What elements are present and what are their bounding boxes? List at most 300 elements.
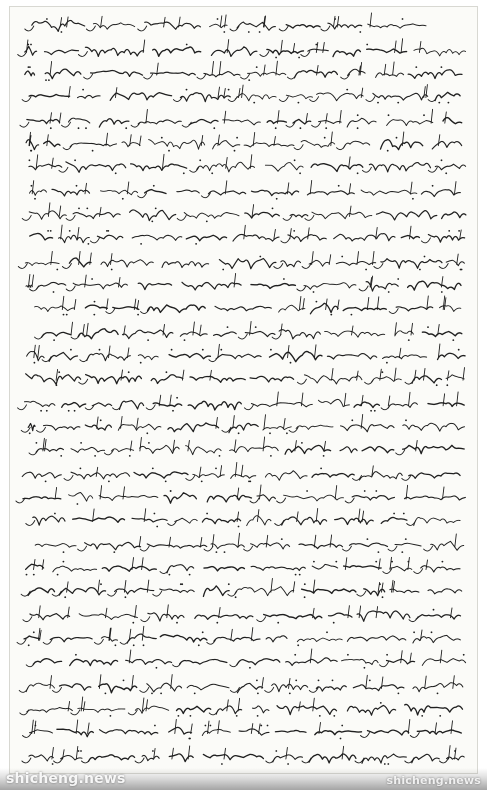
letter-dot (365, 269, 367, 271)
handwritten-word (138, 120, 181, 124)
letter-stroke (84, 74, 93, 79)
manuscript-line (23, 605, 461, 624)
letter-stroke (367, 297, 369, 309)
letter-stroke (167, 605, 169, 618)
letter-dot (217, 18, 219, 20)
letter-dot (458, 349, 460, 351)
handwritten-word (175, 518, 198, 523)
letter-stroke (233, 416, 235, 429)
letter-dot (143, 644, 145, 646)
letter-stroke (35, 334, 44, 339)
letter-stroke (421, 238, 430, 243)
letter-dot (367, 538, 369, 540)
handwritten-word (417, 730, 461, 734)
handwritten-word (187, 684, 229, 690)
letter-dot (412, 198, 414, 200)
handwritten-word (431, 541, 464, 550)
letter-stroke (455, 182, 457, 194)
letter-stroke (277, 498, 286, 503)
handwritten-word (99, 119, 129, 127)
letter-dot (267, 725, 269, 727)
letter-dot (357, 114, 359, 116)
manuscript-line (25, 61, 462, 81)
letter-stroke (26, 521, 35, 526)
letter-dot (315, 44, 317, 46)
letter-dot (99, 349, 101, 351)
letter-dot (140, 243, 142, 245)
letter-dot (391, 561, 393, 563)
manuscript-line (17, 626, 460, 646)
letter-stroke (153, 591, 162, 596)
handwritten-word (310, 303, 338, 314)
handwritten-word (343, 308, 386, 311)
handwritten-word (387, 120, 433, 126)
letter-dot (53, 339, 55, 341)
letter-dot (405, 538, 407, 540)
letter-stroke (259, 724, 261, 734)
handwritten-word (422, 659, 465, 666)
letter-stroke (260, 485, 262, 499)
letter-stroke (455, 534, 457, 547)
letter-dot (132, 622, 134, 624)
handwritten-word (182, 282, 241, 290)
letter-stroke (170, 395, 172, 406)
letter-dot (57, 574, 59, 576)
letter-stroke (329, 255, 331, 265)
letter-dot (156, 526, 158, 528)
letter-stroke (160, 569, 169, 574)
letter-stroke (34, 721, 36, 733)
handwritten-word (149, 140, 205, 150)
handwritten-word (168, 423, 219, 432)
letter-stroke (22, 758, 31, 763)
handwritten-word (361, 190, 417, 195)
letter-stroke (244, 405, 253, 410)
letter-stroke (140, 546, 149, 551)
letter-stroke (435, 723, 437, 734)
letter-dot (333, 715, 335, 717)
letter-stroke (210, 370, 212, 380)
letter-dot (28, 644, 30, 646)
handwritten-word (123, 330, 173, 339)
letter-dot (33, 631, 35, 633)
handwritten-word (395, 543, 421, 546)
letter-stroke (128, 710, 137, 715)
letter-dot (335, 561, 337, 563)
letter-dot (147, 339, 149, 341)
watermark-right: shicheng.news (386, 774, 481, 787)
handwritten-word (37, 282, 66, 289)
letter-dot (295, 574, 297, 576)
letter-stroke (334, 16, 336, 27)
letter-stroke (23, 733, 32, 738)
handwritten-word (30, 614, 70, 620)
handwritten-word (70, 659, 118, 665)
handwritten-word (414, 517, 460, 525)
handwritten-word (202, 729, 230, 735)
letter-stroke (443, 394, 445, 406)
letter-dot (364, 667, 366, 669)
handwritten-word (247, 516, 271, 526)
handwritten-word (312, 212, 372, 219)
letter-stroke (123, 487, 125, 499)
letter-dot (166, 371, 168, 373)
letter-stroke (314, 535, 316, 547)
letter-dot (222, 269, 224, 271)
letter-stroke (332, 368, 334, 380)
handwritten-word (25, 401, 55, 406)
manuscript-line (21, 414, 464, 434)
letter-stroke (61, 225, 63, 239)
letter-stroke (266, 535, 268, 547)
letter-dot (151, 693, 153, 695)
letter-dot (199, 159, 201, 161)
letter-stroke (135, 605, 137, 617)
letter-dot (152, 750, 154, 752)
handwritten-word (223, 120, 261, 125)
footer-bar (0, 768, 487, 790)
letter-stroke (395, 368, 397, 380)
letter-dot (107, 230, 109, 232)
handwritten-word (273, 755, 303, 762)
letter-stroke (48, 203, 50, 217)
letter-dot (78, 127, 80, 129)
handwritten-word (160, 635, 207, 642)
letter-stroke (37, 427, 46, 432)
letter-dot (313, 291, 315, 293)
letter-stroke (140, 438, 142, 451)
handwritten-word (44, 141, 60, 146)
letter-dot (253, 102, 255, 104)
letter-dot (382, 596, 384, 598)
handwritten-word (286, 95, 312, 99)
letter-dot (259, 256, 261, 258)
handwritten-word (428, 589, 462, 594)
letter-dot (63, 561, 65, 563)
letter-dot (26, 574, 28, 576)
handwritten-word (138, 355, 158, 360)
letter-dot (441, 291, 443, 293)
handwritten-word (317, 93, 364, 101)
letter-stroke (53, 687, 62, 692)
letter-dot (248, 79, 250, 81)
letter-stroke (401, 39, 403, 53)
letter-stroke (224, 748, 226, 759)
letter-stroke (193, 322, 195, 335)
letter-dot (205, 725, 207, 727)
handwritten-word (92, 403, 112, 407)
handwritten-word (27, 119, 60, 123)
handwritten-word (275, 730, 306, 732)
letter-dot (93, 314, 95, 316)
letter-dot (275, 750, 277, 752)
letter-dot (294, 654, 296, 656)
letter-dot (154, 725, 156, 727)
letter-dot (183, 172, 185, 174)
handwritten-word (435, 92, 460, 100)
letter-dot (151, 221, 153, 223)
handwritten-word (32, 20, 85, 31)
handwritten-word (353, 685, 404, 691)
handwritten-word (408, 70, 462, 79)
handwritten-word (231, 474, 256, 478)
handwritten-word (211, 47, 257, 57)
letter-dot (27, 44, 29, 46)
letter-dot (224, 551, 226, 553)
letter-stroke (424, 546, 433, 551)
letter-dot (201, 481, 203, 483)
handwritten-word (368, 730, 409, 735)
handwritten-word (138, 283, 171, 290)
letter-dot (377, 102, 379, 104)
handwritten-word (403, 423, 465, 431)
handwritten-word (203, 754, 263, 759)
letter-stroke (238, 533, 240, 547)
letter-stroke (401, 651, 403, 663)
letter-stroke (274, 264, 283, 269)
letter-stroke (197, 74, 206, 79)
letter-stroke (396, 450, 405, 455)
letter-dot (461, 269, 463, 271)
letter-dot (29, 159, 31, 161)
handwritten-word (390, 589, 419, 593)
letter-dot (170, 490, 172, 492)
letter-dot (195, 243, 197, 245)
letter-stroke (299, 702, 301, 711)
letter-dot (86, 208, 88, 210)
handwritten-word (85, 542, 141, 550)
letter-dot (319, 715, 321, 717)
handwritten-word (352, 496, 394, 500)
letter-stroke (163, 154, 165, 168)
letter-dot (297, 644, 299, 646)
handwritten-word (132, 518, 167, 522)
letter-stroke (365, 379, 374, 384)
manuscript-line (26, 509, 460, 528)
handwritten-word (91, 71, 143, 77)
handwritten-word (97, 235, 122, 239)
manuscript-line (25, 13, 426, 33)
handwritten-word (405, 496, 466, 500)
letter-stroke (288, 345, 290, 357)
letter-stroke (361, 88, 363, 98)
letter-dot (40, 410, 42, 412)
letter-stroke (410, 733, 419, 738)
letter-stroke (209, 357, 218, 362)
letter-dot (338, 185, 340, 187)
letter-dot (320, 468, 322, 470)
handwritten-word (148, 305, 206, 313)
handwritten-word (383, 355, 427, 359)
letter-dot (156, 667, 158, 669)
letter-dot (369, 680, 371, 682)
letter-dot (375, 490, 377, 492)
handwritten-word (89, 755, 135, 762)
letter-dot (74, 159, 76, 161)
letter-stroke (175, 720, 177, 734)
letter-stroke (312, 122, 321, 127)
letter-stroke (32, 275, 34, 287)
letter-stroke (416, 441, 418, 451)
letter-stroke (218, 344, 220, 357)
letter-stroke (59, 206, 61, 216)
letter-dot (128, 371, 130, 373)
handwritten-word (253, 706, 269, 713)
letter-stroke (224, 111, 226, 123)
handwritten-word (381, 140, 423, 150)
handwritten-word (53, 566, 97, 572)
letter-dot (419, 269, 421, 271)
letter-stroke (237, 512, 239, 522)
manuscript-line (29, 154, 466, 174)
letter-stroke (98, 580, 100, 592)
handwritten-word (202, 518, 240, 523)
handwritten-word (341, 425, 395, 432)
letter-dot (92, 150, 94, 152)
letter-dot (374, 410, 376, 412)
handwritten-word (186, 235, 226, 241)
letter-stroke (55, 487, 57, 499)
letter-dot (125, 596, 127, 598)
handwritten-word (296, 425, 333, 429)
letter-dot (56, 384, 58, 386)
letter-stroke (244, 225, 246, 239)
letter-dot (341, 256, 343, 258)
letter-stroke (188, 440, 190, 451)
handwritten-word (348, 69, 366, 75)
letter-stroke (337, 145, 346, 150)
handwritten-word (357, 611, 410, 621)
letter-dot (408, 561, 410, 563)
handwritten-word (153, 47, 201, 56)
letter-stroke (50, 62, 52, 76)
handwritten-word (405, 704, 463, 715)
letter-stroke (47, 135, 49, 146)
handwritten-word (204, 72, 240, 77)
handwritten-word (189, 119, 218, 124)
letter-stroke (290, 229, 292, 239)
letter-dot (289, 693, 291, 695)
letter-dot (194, 693, 196, 695)
letter-stroke (294, 145, 303, 150)
handwritten-word (85, 305, 107, 308)
letter-dot (36, 442, 38, 444)
handwritten-word (376, 73, 404, 78)
letter-dot (213, 127, 215, 129)
letter-dot (446, 384, 448, 386)
manuscript-line (26, 132, 462, 152)
letter-stroke (250, 498, 259, 503)
letter-stroke (451, 721, 453, 734)
letter-stroke (121, 370, 123, 380)
letter-stroke (82, 758, 91, 763)
letter-dot (438, 102, 440, 104)
letter-dot (198, 644, 200, 646)
handwritten-word (413, 683, 463, 692)
letter-stroke (182, 122, 191, 127)
letter-dot (386, 362, 388, 364)
letter-dot (58, 371, 60, 373)
handwritten-word (251, 284, 295, 289)
handwritten-word (126, 659, 172, 664)
handwritten-word (79, 614, 137, 620)
handwritten-word (408, 281, 461, 290)
handwritten-word (29, 211, 66, 219)
handwritten-word (416, 615, 461, 620)
handwritten-word (24, 636, 40, 639)
handwritten-word (216, 354, 261, 359)
letter-dot (408, 339, 410, 341)
letter-stroke (96, 467, 98, 476)
letter-dot (160, 693, 162, 695)
letter-stroke (272, 334, 281, 339)
letter-dot (370, 410, 372, 412)
letter-dot (176, 622, 178, 624)
handwritten-word (319, 121, 342, 124)
handwritten-manuscript-text (14, 9, 474, 769)
letter-stroke (228, 97, 237, 102)
letter-dot (63, 551, 65, 553)
letter-stroke (382, 583, 384, 592)
handwritten-word (204, 567, 244, 571)
letter-dot (299, 172, 301, 174)
letter-dot (421, 715, 423, 717)
letter-dot (423, 114, 425, 116)
handwritten-word (147, 544, 207, 548)
letter-dot (189, 574, 191, 576)
letter-stroke (38, 345, 40, 357)
handwritten-word (342, 659, 379, 664)
handwritten-word (412, 376, 442, 383)
handwritten-word (93, 23, 134, 29)
handwritten-word (99, 684, 137, 693)
letter-dot (396, 137, 398, 139)
letter-dot (186, 44, 188, 46)
letter-stroke (276, 61, 278, 75)
letter-dot (66, 314, 68, 316)
letter-dot (88, 243, 90, 245)
letter-dot (458, 230, 460, 232)
handwritten-word (33, 659, 61, 665)
letter-stroke (425, 676, 427, 688)
handwritten-word (145, 22, 201, 29)
letter-stroke (21, 427, 30, 432)
handwritten-word (49, 352, 77, 361)
letter-dot (35, 725, 37, 727)
letter-stroke (447, 371, 449, 380)
letter-stroke (140, 687, 149, 692)
handwritten-word (26, 140, 38, 150)
handwritten-word (193, 474, 225, 478)
handwritten-word (78, 95, 101, 98)
letter-stroke (83, 324, 85, 335)
handwritten-word (347, 636, 405, 641)
letter-stroke (76, 747, 78, 760)
manuscript-line (18, 39, 466, 59)
letter-dot (298, 57, 300, 59)
letter-dot (221, 763, 223, 765)
letter-dot (318, 680, 320, 682)
letter-stroke (315, 345, 317, 358)
letter-stroke (366, 97, 375, 102)
handwritten-word (203, 586, 229, 597)
handwritten-word (207, 495, 251, 502)
letter-dot (122, 198, 124, 200)
handwritten-word (69, 493, 93, 502)
letter-dot (301, 442, 303, 444)
handwritten-word (401, 236, 419, 239)
letter-dot (397, 102, 399, 104)
